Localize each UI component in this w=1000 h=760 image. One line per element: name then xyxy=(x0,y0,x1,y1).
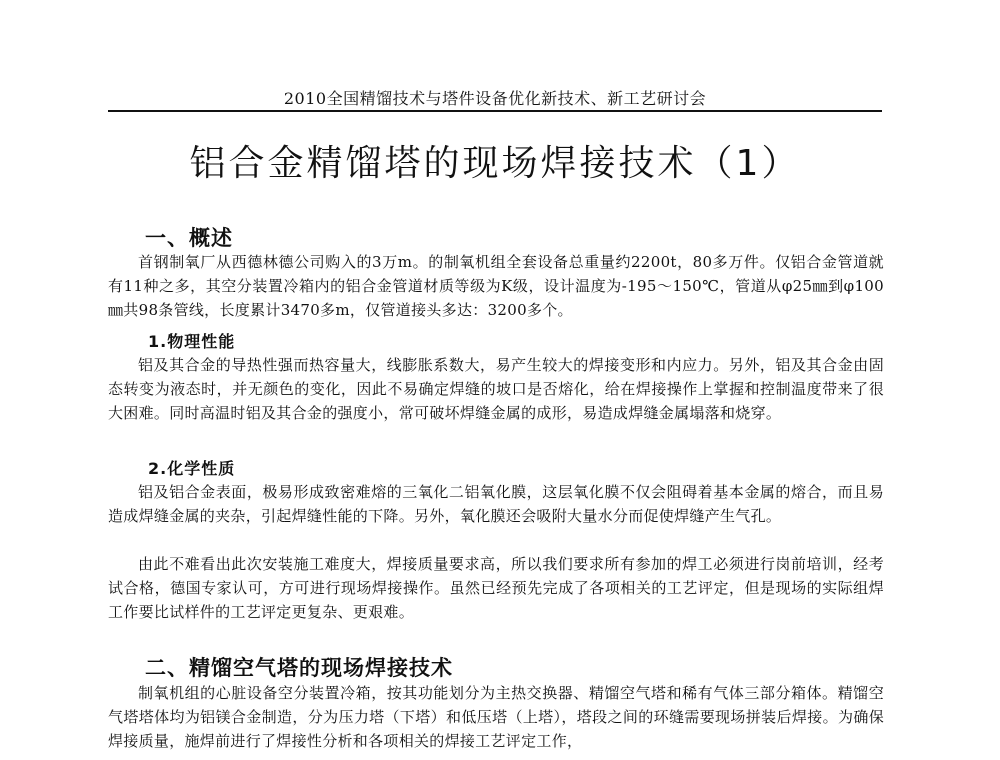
section-welding-technique-intro: 制氧机组的心脏设备空分装置冷箱，按其功能划分为主热交换器、精馏空气塔和稀有气体三部分箱体。精馏空气塔塔体均为铝镁合金制造，分为压力塔（下塔）和低压塔（上塔），塔段之间的环缝需要现场拼装后焊接。为确保焊接质量，施焊前进行了焊接性分析和各项相关的焊接工艺评定工作， xyxy=(108,684,884,750)
construction-difficulty-paragraph: 由此不难看出此次安装施工难度大，焊接质量要求高，所以我们要求所有参加的焊工必须进行岗前培训，经考试合格，德国专家认可，方可进行现场焊接操作。虽然已经预先完成了各项相关的工艺评定，但是现场的实际组焊工作要比试样件的工艺评定更复杂、更艰难。 xyxy=(108,555,884,621)
subsection-physical-properties-text: 铝及其合金的导热性强而热容量大，线膨胀系数大，易产生较大的焊接变形和内应力。另外，铝及其合金由固态转变为液态时，并无颜色的变化，因此不易确定焊缝的坡口是否熔化，给在焊接操作上掌握和控制温度带来了很大困难。同时高温时铝及其合金的强度小，常可破坏焊缝金属的成形，易造成焊缝金属塌落和烧穿。 xyxy=(108,356,884,422)
section-overview-intro: 首钢制氧厂从西德林德公司购入的3万m。的制氧机组全套设备总重量约2200t，80多万件。仅铝合金管道就有11种之多，其空分装置冷箱内的铝合金管道材质等级为K级，设计温度为-195～150℃，管道从φ25㎜到φ100㎜共98条管线，长度累计3470多m，仅管道接头多达：3200多个。 xyxy=(108,253,884,319)
subsection-heading-chemical-properties: 2.化学性质 xyxy=(148,459,236,478)
section-heading-overview: 一、概述 xyxy=(145,226,233,250)
article-title: 铝合金精馏塔的现场焊接技术（1） xyxy=(189,143,801,184)
running-header: 2010全国精馏技术与塔件设备优化新技术、新工艺研讨会 xyxy=(283,89,707,108)
subsection-heading-physical-properties: 1.物理性能 xyxy=(148,332,236,351)
section-heading-welding-technique: 二、精馏空气塔的现场焊接技术 xyxy=(145,656,453,680)
header-rule xyxy=(108,110,882,112)
subsection-chemical-properties-text: 铝及铝合金表面，极易形成致密难熔的三氧化二铝氧化膜，这层氧化膜不仅会阻碍着基本金属的熔合，而且易造成焊缝金属的夹杂，引起焊缝性能的下降。另外，氧化膜还会吸附大量水分而促使焊缝产生气孔。 xyxy=(108,483,884,525)
